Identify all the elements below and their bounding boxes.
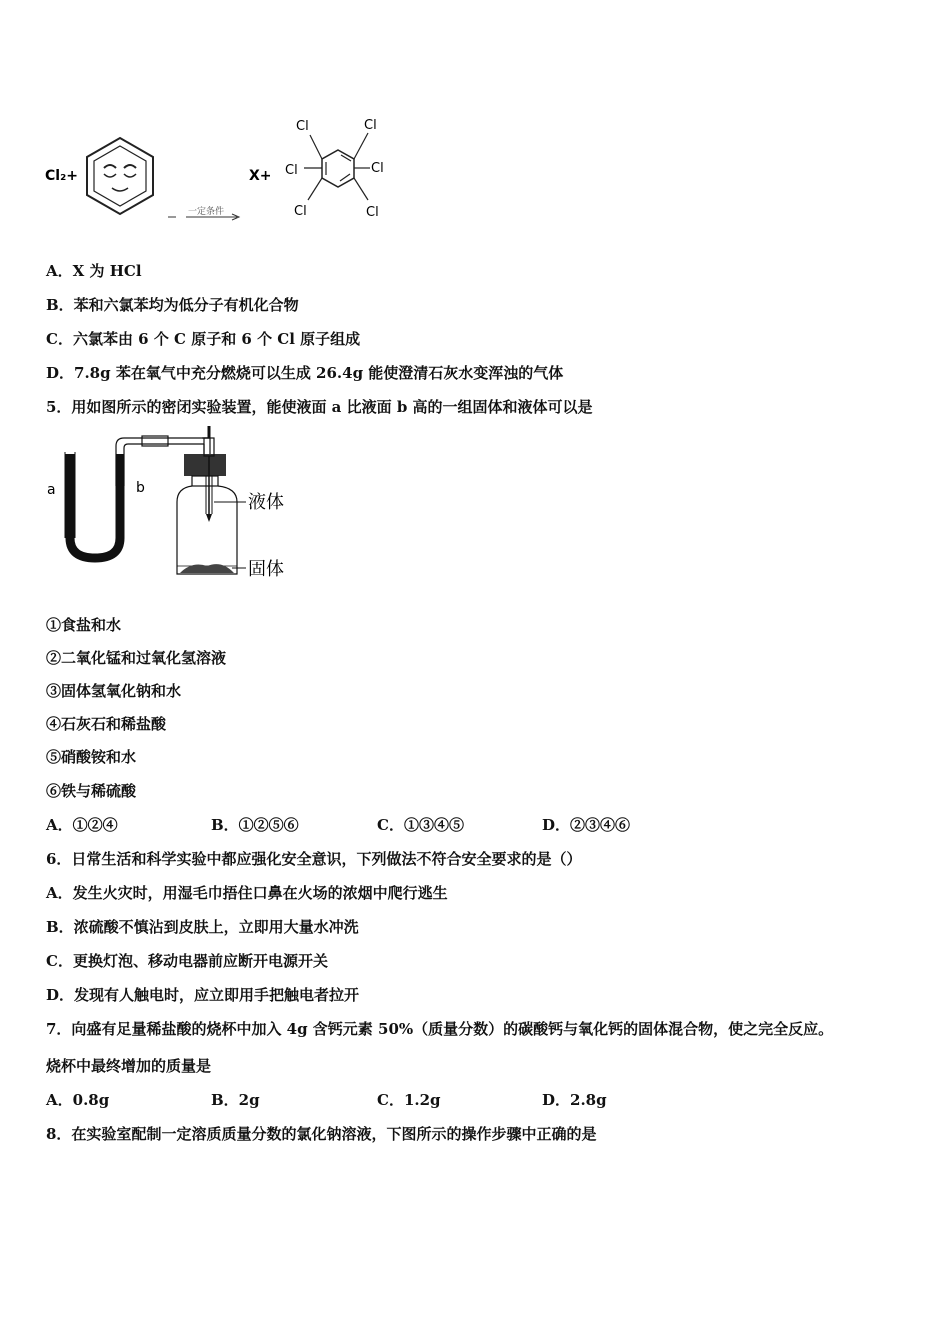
q4-option-d: D．7.8g 苯在氧气中充分燃烧可以生成 26.4g 能使澄清石灰水变浑浊的气体 [46, 364, 564, 382]
q5-item-5: ⑤硝酸铵和水 [46, 748, 137, 766]
q6-option-c: C．更换灯泡、移动电器前应断开电源开关 [46, 952, 328, 970]
q6-option-d: D．发现有人触电时，应立即用手把触电者拉开 [46, 986, 360, 1004]
q8-stem: 8．在实验室配制一定溶质质量分数的氯化钠溶液，下图所示的操作步骤中正确的是 [46, 1125, 597, 1143]
label-liquid: 液体 [248, 492, 284, 513]
label-b: b [136, 480, 145, 496]
q5-item-4: ④石灰石和稀盐酸 [46, 715, 167, 733]
cl-label-left: Cl [285, 163, 298, 178]
q6-option-b: B．浓硫酸不慎沾到皮肤上，立即用大量水冲洗 [46, 918, 359, 936]
q5-stem: 5．用如图所示的密闭实验装置，能使液面 a 比液面 b 高的一组固体和液体可以是 [46, 398, 593, 416]
hexachlorobenzene [304, 133, 370, 200]
q6-stem: 6．日常生活和科学实验中都应强化安全意识，下列做法不符合安全要求的是（） [46, 850, 582, 868]
q7-stem-line1: 7．向盛有足量稀盐酸的烧杯中加入 4g 含钙元素 50%（质量分数）的碳酸钙与氧化钙的固体混合物，使之完全反应。 [46, 1020, 834, 1038]
cl-label-bottom-left: Cl [294, 204, 307, 219]
q5-item-2: ②二氧化锰和过氧化氢溶液 [46, 649, 227, 667]
reaction-figure [40, 108, 400, 233]
product-prefix: X+ [249, 168, 272, 184]
q5-item-1: ①食盐和水 [46, 616, 122, 634]
q4-option-b: B．苯和六氯苯均为低分子有机化合物 [46, 296, 299, 314]
cl-label-right: Cl [371, 161, 384, 176]
reactant-label: Cl₂+ [45, 168, 78, 184]
condition-label: 一定条件 [188, 207, 225, 217]
q7-stem-line2: 烧杯中最终增加的质量是 [46, 1057, 212, 1075]
q7-option-a: A．0.8g [46, 1091, 110, 1109]
cl-label-bottom-right: Cl [366, 205, 379, 220]
q5-option-b: B．①②⑤⑥ [211, 816, 299, 834]
q7-option-c: C．1.2g [377, 1091, 441, 1109]
label-a: a [47, 482, 56, 498]
q5-item-6: ⑥铁与稀硫酸 [46, 782, 137, 800]
cl-label-top-left: Cl [296, 119, 309, 134]
u-tube [65, 452, 120, 558]
q5-item-3: ③固体氢氧化钠和水 [46, 682, 182, 700]
cl-label-top-right: Cl [364, 118, 377, 133]
q4-option-a: A．X 为 HCl [46, 262, 142, 280]
q7-option-d: D．2.8g [542, 1091, 607, 1109]
q6-option-a: A．发生火灾时，用湿毛巾捂住口鼻在火场的浓烟中爬行逃生 [46, 884, 448, 902]
benzene-ring [87, 138, 153, 214]
q7-option-b: B．2g [211, 1091, 260, 1109]
apparatus-figure [42, 426, 302, 586]
q4-option-c: C．六氯苯由 6 个 C 原子和 6 个 Cl 原子组成 [46, 330, 361, 348]
label-solid: 固体 [248, 559, 284, 580]
q5-option-a: A．①②④ [46, 816, 118, 834]
q5-option-d: D．②③④⑥ [542, 816, 631, 834]
q5-option-c: C．①③④⑤ [377, 816, 464, 834]
